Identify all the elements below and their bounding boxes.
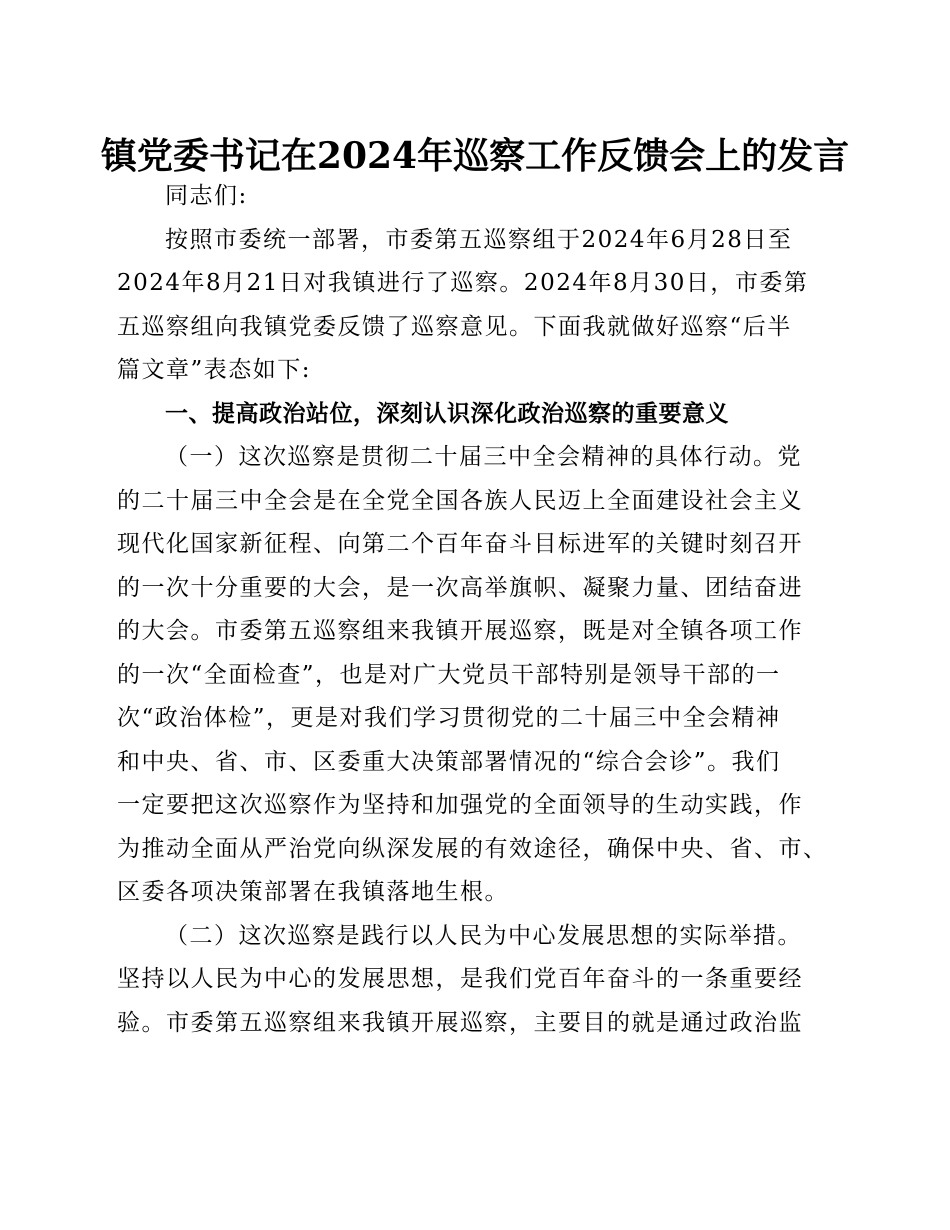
paragraph-line: 验。市委第五巡察组来我镇开展巡察，主要目的就是通过政治监 bbox=[117, 1009, 803, 1036]
paragraph-line: 的一次“全面检查”，也是对广大党员干部特别是领导干部的一 bbox=[117, 661, 781, 688]
paragraph-line: 现代化国家新征程、向第二个百年奋斗目标进军的关键时刻召开 bbox=[117, 531, 803, 557]
paragraph-line: 为推动全面从严治党向纵深发展的有效途径，确保中央、省、市、 bbox=[117, 835, 828, 862]
paragraph-line: （二）这次巡察是践行以人民为中心发展思想的实际举措。 bbox=[165, 922, 802, 949]
paragraph-line: 的二十届三中全会是在全党全国各族人民迈上全面建设社会主义 bbox=[117, 487, 803, 514]
document-title: 镇党委书记在2024年巡察工作反馈会上的发言 bbox=[100, 135, 850, 177]
paragraph-line: 坚持以人民为中心的发展思想，是我们党百年奋斗的一条重要经 bbox=[117, 966, 803, 992]
document-body bbox=[117, 175, 837, 1045]
paragraph-line: 五巡察组向我镇党委反馈了巡察意见。下面我就做好巡察“后半 bbox=[117, 313, 792, 340]
section-heading: 一、提高政治站位，深刻认识深化政治巡察的重要意义 bbox=[165, 400, 729, 427]
paragraph-line: 的大会。市委第五巡察组来我镇开展巡察，既是对全镇各项工作 bbox=[117, 618, 803, 644]
paragraph-line: 一定要把这次巡察作为坚持和加强党的全面领导的生动实践，作 bbox=[117, 792, 803, 818]
paragraph-line: 的一次十分重要的大会，是一次高举旗帜、凝聚力量、团结奋进 bbox=[117, 574, 803, 601]
paragraph-line: 2024年8月21日对我镇进行了巡察。2024年8月30日，市委第 bbox=[117, 270, 809, 296]
salutation: 同志们: bbox=[165, 183, 248, 209]
paragraph-line: 篇文章”表态如下: bbox=[117, 357, 312, 383]
paragraph-line: （一）这次巡察是贯彻二十届三中全会精神的具体行动。党 bbox=[165, 444, 802, 470]
paragraph-line: 区委各项决策部署在我镇落地生根。 bbox=[117, 879, 509, 905]
paragraph-line: 按照市委统一部署，市委第五巡察组于2024年6月28日至 bbox=[165, 226, 793, 253]
paragraph-line: 和中央、省、市、区委重大决策部署情况的“综合会诊”。我们 bbox=[117, 748, 781, 775]
paragraph-line: 次“政治体检”，更是对我们学习贯彻党的二十届三中全会精神 bbox=[117, 705, 781, 731]
